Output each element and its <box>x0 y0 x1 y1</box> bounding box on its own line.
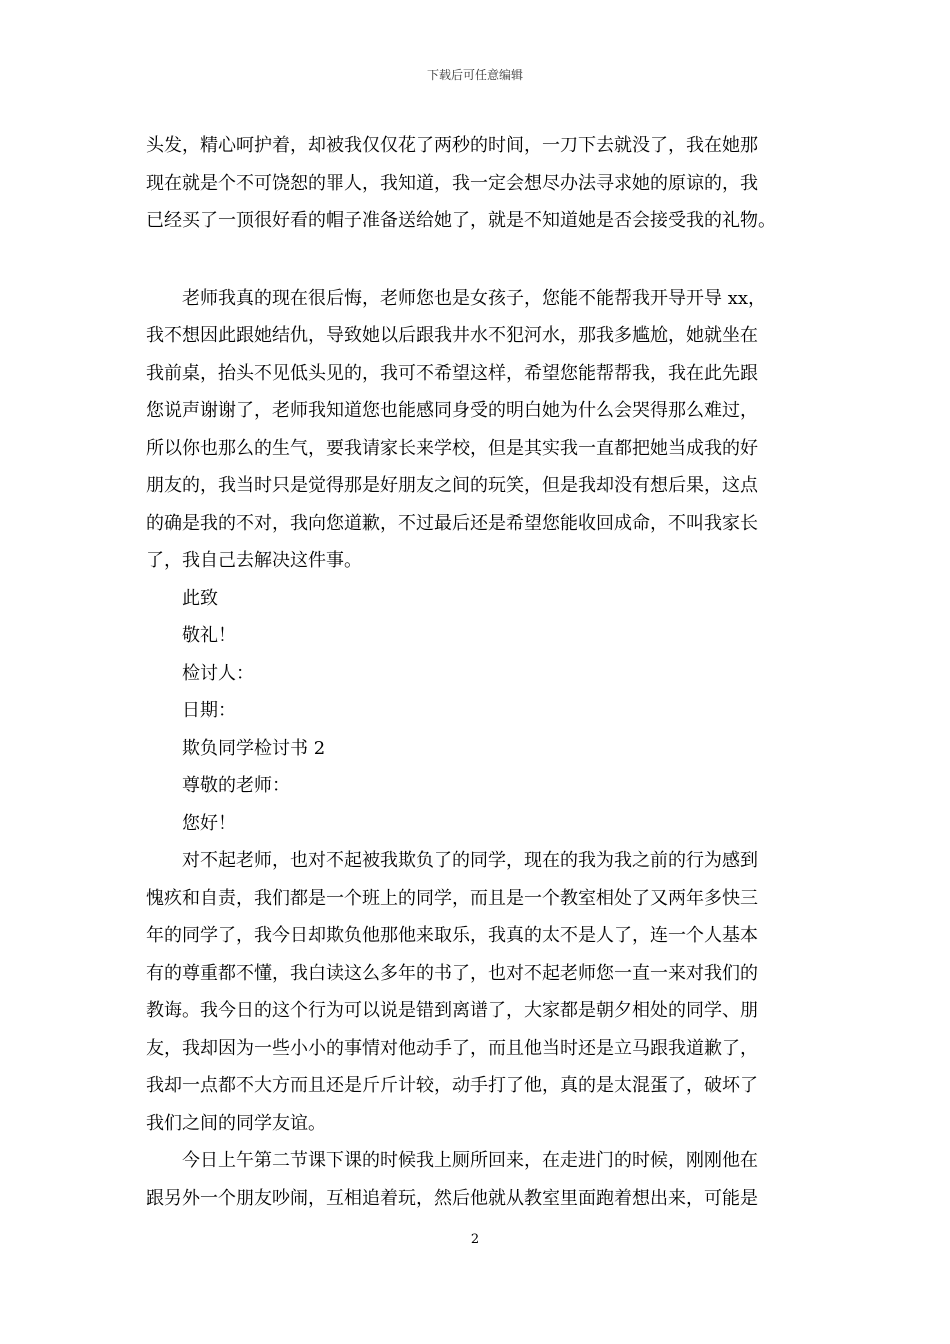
closing-block <box>146 580 806 843</box>
text-line: 今日上午第二节课下课的时候我上厕所回来，在走进门的时候，刚刚他在 <box>182 1150 758 1171</box>
text-line: 朋友的，我当时只是觉得那是好朋友之间的玩笑，但是我却没有想后果，这点 <box>146 475 758 496</box>
text-line: 所以你也那么的生气，要我请家长来学校，但是其实我一直都把她当成我的好 <box>146 437 758 459</box>
paragraph-1 <box>146 127 806 240</box>
page-header: 下载后可任意编辑 <box>426 68 523 82</box>
paragraph-4 <box>146 1142 806 1217</box>
paragraph-gap <box>146 240 806 280</box>
date-line: 日期： <box>182 700 236 721</box>
text-line: 我前桌，抬头不见低头见的，我可不希望这样，希望您能帮帮我，我在此先跟 <box>146 362 758 384</box>
text-line: 我们之间的同学友谊。 <box>146 1112 326 1134</box>
text-line: 年的同学了，我今日却欺负他那他来取乐，我真的太不是人了，连一个人基本 <box>146 925 758 946</box>
section-title: 欺负同学检讨书 2 <box>182 737 326 759</box>
text-line: 愧疚和自责，我们都是一个班上的同学，而且是一个教室相处了又两年多快三 <box>146 887 758 909</box>
text-line: 教诲。我今日的这个行为可以说是错到离谱了，大家都是朝夕相处的同学、朋 <box>146 1000 758 1021</box>
salutation-line: 此致 <box>182 587 218 609</box>
text-line: 我却一点都不大方而且还是斤斤计较，动手打了他，真的是太混蛋了，破坏了 <box>146 1075 758 1096</box>
text-line: 跟另外一个朋友吵闹，互相追着玩，然后他就从教室里面跑着想出来，可能是 <box>146 1187 758 1209</box>
text-line: 对不起老师，也对不起被我欺负了的同学，现在的我为我之前的行为感到 <box>182 850 758 871</box>
page-number: 2 <box>470 1232 480 1247</box>
paragraph-3 <box>146 842 806 1142</box>
greeting-line: 您好！ <box>182 812 236 834</box>
text-line: 了，我自己去解决这件事。 <box>146 550 362 571</box>
text-line: 老师我真的现在很后悔，老师您也是女孩子，您能不能帮我开导开导 xx， <box>182 287 767 309</box>
document-body <box>146 127 806 1217</box>
text-line: 您说声谢谢了，老师我知道您也能感同身受的明白她为什么会哭得那么难过， <box>146 400 758 421</box>
salutation-line: 敬礼！ <box>182 625 236 646</box>
paragraph-2 <box>146 280 806 580</box>
text-line: 已经买了一顶很好看的帽子准备送给她了，就是不知道她是否会接受我的礼物。 <box>146 210 776 231</box>
greeting-line: 尊敬的老师： <box>182 775 290 796</box>
text-line: 头发，精心呵护着，却被我仅仅花了两秒的时间，一刀下去就没了，我在她那 <box>146 135 758 156</box>
text-line: 友，我却因为一些小小的事情对他动手了，而且他当时还是立马跟我道歉了， <box>146 1037 758 1059</box>
signature-line: 检讨人： <box>182 662 254 684</box>
text-line: 有的尊重都不懂，我白读这么多年的书了，也对不起老师您一直一来对我们的 <box>146 962 758 984</box>
text-line: 我不想因此跟她结仇，导致她以后跟我井水不犯河水，那我多尴尬，她就坐在 <box>146 325 758 346</box>
text-line: 的确是我的不对，我向您道歉，不过最后还是希望您能收回成命，不叫我家长 <box>146 512 758 534</box>
text-line: 现在就是个不可饶恕的罪人，我知道，我一定会想尽办法寻求她的原谅的，我 <box>146 172 758 194</box>
